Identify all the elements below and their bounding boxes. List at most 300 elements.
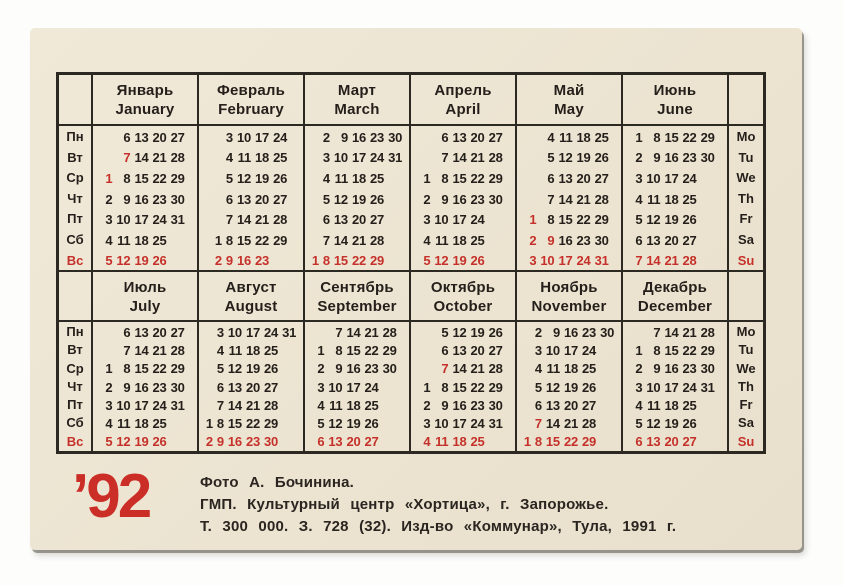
month-header-march bbox=[305, 75, 411, 126]
day-cell: 25 bbox=[470, 434, 485, 450]
day-cell: 24 bbox=[364, 379, 379, 395]
month-name-en: June bbox=[657, 101, 693, 118]
day-cell: 12 bbox=[227, 361, 242, 377]
day-cell: 23 bbox=[152, 191, 167, 207]
day-cell: 13 bbox=[646, 232, 661, 248]
day-cell: 28 bbox=[594, 191, 609, 207]
day-cell: 2 bbox=[534, 324, 542, 340]
day-cell: 2 bbox=[635, 361, 643, 377]
day-cell: 19 bbox=[563, 379, 579, 395]
day-cell bbox=[103, 341, 114, 359]
day-cell: 4 bbox=[322, 170, 330, 186]
day-cell: 11 bbox=[117, 232, 131, 248]
day-cell: 11 bbox=[559, 129, 573, 145]
day-cell: 18 bbox=[576, 129, 591, 145]
day-cell bbox=[381, 433, 399, 451]
weekday-label: Su bbox=[737, 252, 755, 268]
day-cell: 25 bbox=[682, 397, 697, 413]
day-cell: 4 bbox=[635, 397, 643, 413]
day-cell: 20 bbox=[351, 212, 367, 228]
day-cell: 16 bbox=[236, 253, 251, 269]
day-cell: 26 bbox=[264, 361, 279, 377]
month-grid-october bbox=[411, 322, 517, 451]
day-cell: 23 bbox=[582, 324, 597, 340]
day-cell bbox=[421, 127, 432, 148]
day-cell: 14 bbox=[134, 342, 149, 358]
day-cell: 26 bbox=[370, 191, 385, 207]
day-cell: 15 bbox=[134, 170, 149, 186]
day-cell: 18 bbox=[664, 397, 679, 413]
weekday-labels-right bbox=[729, 126, 763, 272]
day-cell: 5 bbox=[534, 379, 542, 395]
imprint-line-3: Т. 300 000. З. 728 (32). Изд-во «Коммунар», Тула, 1991 г. bbox=[200, 518, 677, 535]
day-cell: 30 bbox=[700, 361, 715, 377]
day-cell: 16 bbox=[452, 191, 467, 207]
day-cell: 17 bbox=[351, 150, 367, 166]
month-days-table bbox=[315, 323, 398, 451]
day-cell: 13 bbox=[452, 129, 467, 145]
day-cell: 5 bbox=[441, 324, 449, 340]
weekday-label: Mo bbox=[736, 324, 756, 339]
day-cell: 14 bbox=[346, 324, 361, 340]
day-cell: 20 bbox=[470, 342, 485, 358]
corner-cell bbox=[729, 272, 763, 322]
day-cell bbox=[487, 230, 505, 251]
day-cell: 26 bbox=[364, 416, 379, 432]
day-cell: 14 bbox=[134, 150, 149, 166]
day-cell bbox=[421, 360, 432, 378]
month-name-en: December bbox=[637, 298, 713, 315]
day-cell: 20 bbox=[255, 191, 270, 207]
day-cell: 29 bbox=[382, 342, 397, 358]
day-cell: 11 bbox=[435, 232, 449, 248]
day-cell: 1 bbox=[105, 361, 113, 377]
day-cell: 12 bbox=[452, 324, 467, 340]
day-cell bbox=[699, 433, 717, 451]
day-cell: 1 bbox=[311, 253, 319, 269]
day-cell: 24 bbox=[470, 212, 485, 228]
day-cell: 23 bbox=[682, 361, 697, 377]
day-cell bbox=[598, 414, 616, 432]
month-header-october bbox=[411, 272, 517, 322]
day-cell: 4 bbox=[105, 416, 113, 432]
day-cell: 3 bbox=[534, 342, 542, 358]
day-cell: 14 bbox=[452, 361, 467, 377]
day-cell: 9 bbox=[547, 232, 555, 248]
day-cell: 3 bbox=[105, 212, 113, 228]
day-cell: 2 bbox=[423, 191, 431, 207]
month-name-ru: Апрель bbox=[434, 82, 492, 99]
day-cell: 12 bbox=[646, 212, 661, 228]
day-cell bbox=[386, 168, 404, 189]
month-name-ru: Октябрь bbox=[430, 279, 496, 296]
month-days-table bbox=[421, 127, 504, 271]
day-cell bbox=[280, 433, 298, 451]
month-header-june bbox=[623, 75, 729, 126]
day-cell: 30 bbox=[382, 361, 397, 377]
month-days-table bbox=[421, 323, 504, 451]
day-cell bbox=[280, 414, 298, 432]
day-cell: 11 bbox=[546, 361, 560, 377]
day-cell: 21 bbox=[470, 361, 485, 377]
weekday-label: We bbox=[736, 170, 756, 186]
day-cell: 2 bbox=[635, 150, 643, 166]
day-cell bbox=[213, 148, 224, 169]
day-cell bbox=[213, 168, 224, 189]
day-cell: 29 bbox=[582, 434, 597, 450]
day-cell: 21 bbox=[682, 324, 697, 340]
day-cell: 26 bbox=[582, 379, 597, 395]
day-cell: 15 bbox=[664, 342, 679, 358]
day-cell: 30 bbox=[488, 191, 503, 207]
day-cell: 9 bbox=[123, 379, 131, 395]
day-cell: 18 bbox=[245, 342, 261, 358]
day-cell: 6 bbox=[534, 397, 542, 413]
footer bbox=[72, 462, 677, 538]
day-cell: 8 bbox=[441, 170, 449, 186]
day-cell: 18 bbox=[664, 191, 679, 207]
month-header-december bbox=[623, 272, 729, 322]
day-cell: 31 bbox=[170, 397, 185, 413]
day-cell bbox=[280, 341, 298, 359]
month-name-ru: Ноябрь bbox=[540, 279, 598, 296]
day-cell bbox=[522, 378, 533, 396]
day-cell: 25 bbox=[264, 342, 279, 358]
day-cell bbox=[169, 230, 187, 251]
day-cell: 20 bbox=[576, 170, 591, 186]
month-name-ru: Август bbox=[225, 279, 277, 296]
weekday-labels-left bbox=[59, 126, 93, 272]
day-cell: 25 bbox=[273, 150, 288, 166]
day-cell: 17 bbox=[134, 212, 149, 228]
day-cell: 17 bbox=[563, 342, 579, 358]
day-cell: 19 bbox=[664, 416, 679, 432]
month-header-may bbox=[517, 75, 623, 126]
day-cell: 7 bbox=[441, 361, 449, 377]
day-cell: 16 bbox=[664, 150, 679, 166]
day-cell: 22 bbox=[351, 253, 367, 269]
month-name-en: September bbox=[317, 298, 397, 315]
day-cell: 3 bbox=[216, 324, 224, 340]
day-cell bbox=[204, 360, 215, 378]
day-cell: 10 bbox=[328, 379, 343, 395]
day-cell: 27 bbox=[273, 191, 288, 207]
corner-cell bbox=[59, 75, 93, 126]
day-cell: 22 bbox=[245, 416, 261, 432]
day-cell: 30 bbox=[700, 150, 715, 166]
day-cell: 21 bbox=[245, 397, 261, 413]
day-cell: 18 bbox=[134, 416, 149, 432]
imprint-line-2: ГМП. Культурный центр «Хортица», г. Запорожье. bbox=[200, 496, 609, 513]
day-cell: 15 bbox=[346, 342, 361, 358]
day-cell: 11 bbox=[435, 434, 449, 450]
day-cell: 21 bbox=[255, 212, 270, 228]
day-cell: 14 bbox=[664, 324, 679, 340]
day-cell: 13 bbox=[558, 170, 573, 186]
day-cell: 8 bbox=[216, 416, 224, 432]
day-cell: 28 bbox=[170, 342, 185, 358]
weekday-labels-right bbox=[729, 322, 763, 451]
month-grid-december bbox=[623, 322, 729, 451]
day-cell: 15 bbox=[452, 379, 467, 395]
month-header-february bbox=[199, 75, 305, 126]
day-cell bbox=[527, 127, 538, 148]
day-cell: 10 bbox=[545, 342, 560, 358]
day-cell: 18 bbox=[134, 232, 149, 248]
day-cell: 10 bbox=[236, 129, 251, 145]
day-cell bbox=[598, 360, 616, 378]
month-name-en: October bbox=[433, 298, 493, 315]
day-cell bbox=[487, 251, 505, 272]
day-cell bbox=[633, 323, 644, 341]
day-cell bbox=[103, 127, 114, 148]
day-cell: 13 bbox=[646, 434, 661, 450]
month-days-table bbox=[310, 127, 404, 271]
day-cell: 26 bbox=[682, 212, 697, 228]
day-cell: 23 bbox=[470, 191, 485, 207]
day-cell bbox=[204, 378, 215, 396]
day-cell: 2 bbox=[105, 191, 113, 207]
month-days-table bbox=[213, 127, 289, 271]
month-grid-may bbox=[517, 126, 623, 272]
day-cell bbox=[699, 396, 717, 414]
day-cell: 3 bbox=[105, 397, 113, 413]
day-cell: 30 bbox=[170, 379, 185, 395]
day-cell: 14 bbox=[452, 150, 467, 166]
day-cell: 1 bbox=[423, 170, 431, 186]
day-cell: 29 bbox=[700, 129, 715, 145]
day-cell: 8 bbox=[123, 361, 131, 377]
day-cell bbox=[381, 396, 399, 414]
day-cell bbox=[522, 414, 533, 432]
month-name-en: August bbox=[224, 298, 278, 315]
day-cell bbox=[310, 230, 321, 251]
day-cell: 21 bbox=[351, 232, 367, 248]
day-cell: 27 bbox=[488, 129, 503, 145]
month-grid-september bbox=[305, 322, 411, 451]
day-cell: 19 bbox=[134, 253, 149, 269]
month-name-en: May bbox=[554, 101, 584, 118]
day-cell bbox=[204, 341, 215, 359]
day-cell: 9 bbox=[653, 150, 661, 166]
day-cell: 6 bbox=[216, 379, 224, 395]
weekday-label: Tu bbox=[738, 149, 754, 165]
day-cell: 18 bbox=[563, 361, 579, 377]
day-cell: 20 bbox=[245, 379, 261, 395]
day-cell: 6 bbox=[322, 212, 330, 228]
day-cell: 27 bbox=[364, 434, 379, 450]
day-cell bbox=[699, 209, 717, 230]
day-cell: 29 bbox=[170, 170, 185, 186]
day-cell: 17 bbox=[452, 416, 467, 432]
day-cell: 17 bbox=[558, 253, 573, 269]
day-cell: 11 bbox=[117, 416, 131, 432]
day-cell: 9 bbox=[340, 129, 348, 145]
day-cell: 10 bbox=[116, 212, 131, 228]
day-cell: 12 bbox=[434, 253, 449, 269]
day-cell: 24 bbox=[264, 324, 279, 340]
day-cell bbox=[271, 251, 289, 272]
day-cell: 16 bbox=[134, 379, 149, 395]
day-cell: 3 bbox=[423, 212, 431, 228]
day-cell: 22 bbox=[576, 212, 591, 228]
day-cell: 31 bbox=[594, 253, 609, 269]
day-cell: 31 bbox=[170, 212, 185, 228]
day-cell: 13 bbox=[452, 342, 467, 358]
day-cell: 25 bbox=[594, 129, 609, 145]
day-cell: 19 bbox=[351, 191, 367, 207]
day-cell bbox=[169, 433, 187, 451]
day-cell: 12 bbox=[646, 416, 661, 432]
day-cell: 7 bbox=[635, 253, 643, 269]
day-cell: 12 bbox=[116, 434, 131, 450]
day-cell: 25 bbox=[370, 170, 385, 186]
day-cell: 9 bbox=[441, 191, 449, 207]
day-cell bbox=[598, 433, 616, 451]
day-cell: 25 bbox=[152, 232, 167, 248]
day-cell: 24 bbox=[682, 170, 697, 186]
day-cell: 14 bbox=[558, 191, 573, 207]
day-cell: 5 bbox=[547, 150, 555, 166]
day-cell bbox=[315, 323, 326, 341]
day-cell: 12 bbox=[545, 379, 560, 395]
month-days-table bbox=[204, 323, 298, 451]
day-cell: 16 bbox=[452, 397, 467, 413]
day-cell: 17 bbox=[255, 129, 270, 145]
day-cell: 19 bbox=[255, 170, 270, 186]
day-cell: 8 bbox=[547, 212, 555, 228]
month-grid-march bbox=[305, 126, 411, 272]
weekday-label: Пн bbox=[66, 129, 84, 144]
day-cell bbox=[103, 323, 114, 341]
day-cell: 17 bbox=[346, 379, 361, 395]
day-cell: 15 bbox=[452, 170, 467, 186]
month-grid-april bbox=[411, 126, 517, 272]
day-cell: 6 bbox=[123, 129, 131, 145]
month-grid-june bbox=[623, 126, 729, 272]
day-cell: 10 bbox=[646, 379, 661, 395]
day-cell: 19 bbox=[664, 212, 679, 228]
day-cell: 27 bbox=[370, 212, 385, 228]
day-cell: 5 bbox=[423, 253, 431, 269]
day-cell: 4 bbox=[423, 434, 431, 450]
day-cell: 8 bbox=[322, 253, 330, 269]
day-cell: 7 bbox=[123, 150, 131, 166]
day-cell: 16 bbox=[664, 361, 679, 377]
day-cell: 31 bbox=[488, 416, 503, 432]
day-cell: 17 bbox=[452, 212, 467, 228]
corner-cell bbox=[729, 75, 763, 126]
day-cell bbox=[522, 341, 533, 359]
day-cell: 11 bbox=[334, 170, 348, 186]
day-cell: 8 bbox=[441, 379, 449, 395]
day-cell bbox=[310, 209, 321, 230]
day-cell: 27 bbox=[488, 342, 503, 358]
day-cell: 31 bbox=[700, 379, 715, 395]
weekday-label: We bbox=[736, 360, 756, 376]
day-cell bbox=[386, 230, 404, 251]
day-cell: 28 bbox=[264, 397, 279, 413]
calendar-table bbox=[56, 72, 766, 454]
day-cell: 5 bbox=[635, 416, 643, 432]
day-cell: 24 bbox=[576, 253, 591, 269]
day-cell: 30 bbox=[264, 434, 279, 450]
day-cell: 2 bbox=[529, 232, 537, 248]
day-cell: 26 bbox=[152, 253, 167, 269]
day-cell: 26 bbox=[273, 170, 288, 186]
day-cell: 29 bbox=[594, 212, 609, 228]
day-cell: 14 bbox=[236, 212, 251, 228]
day-cell: 11 bbox=[647, 191, 661, 207]
day-cell bbox=[699, 414, 717, 432]
day-cell: 12 bbox=[328, 416, 343, 432]
month-name-ru: Сентябрь bbox=[320, 279, 394, 296]
month-grid-november bbox=[517, 322, 623, 451]
day-cell bbox=[381, 378, 399, 396]
day-cell: 3 bbox=[423, 416, 431, 432]
day-cell: 8 bbox=[335, 342, 343, 358]
day-cell: 7 bbox=[534, 416, 542, 432]
day-cell: 10 bbox=[116, 397, 131, 413]
weekday-label: Ср bbox=[66, 360, 84, 376]
day-cell: 12 bbox=[116, 253, 131, 269]
day-cell: 24 bbox=[582, 342, 597, 358]
day-cell: 17 bbox=[664, 170, 679, 186]
day-cell: 7 bbox=[335, 324, 343, 340]
day-cell: 29 bbox=[488, 379, 503, 395]
day-cell: 2 bbox=[322, 129, 330, 145]
day-cell: 1 bbox=[205, 416, 213, 432]
day-cell: 2 bbox=[214, 253, 222, 269]
day-cell: 30 bbox=[594, 232, 609, 248]
day-cell: 25 bbox=[470, 232, 485, 248]
day-cell: 11 bbox=[228, 342, 242, 358]
day-cell bbox=[421, 148, 432, 169]
day-cell: 6 bbox=[317, 434, 325, 450]
weekday-label: Th bbox=[738, 190, 754, 206]
day-cell bbox=[310, 148, 321, 169]
day-cell: 9 bbox=[653, 361, 661, 377]
day-cell: 30 bbox=[388, 129, 403, 145]
day-cell bbox=[527, 148, 538, 169]
day-cell: 22 bbox=[364, 342, 379, 358]
month-name-ru: Июль bbox=[123, 279, 167, 296]
day-cell: 28 bbox=[488, 361, 503, 377]
day-cell: 22 bbox=[682, 129, 697, 145]
day-cell: 12 bbox=[558, 150, 573, 166]
month-name-ru: Май bbox=[553, 82, 585, 99]
day-cell bbox=[169, 414, 187, 432]
day-cell: 11 bbox=[329, 397, 343, 413]
day-cell: 4 bbox=[105, 232, 113, 248]
weekday-label: Вс bbox=[66, 252, 84, 268]
day-cell: 23 bbox=[470, 397, 485, 413]
day-cell: 28 bbox=[273, 212, 288, 228]
day-cell: 31 bbox=[282, 324, 297, 340]
day-cell: 24 bbox=[273, 129, 288, 145]
imprint bbox=[200, 472, 676, 538]
day-cell: 15 bbox=[236, 232, 251, 248]
day-cell: 9 bbox=[335, 361, 343, 377]
day-cell: 27 bbox=[682, 232, 697, 248]
day-cell: 18 bbox=[452, 434, 467, 450]
day-cell: 11 bbox=[647, 397, 661, 413]
day-cell: 5 bbox=[635, 212, 643, 228]
day-cell bbox=[169, 251, 187, 272]
day-cell: 17 bbox=[245, 324, 261, 340]
day-cell: 29 bbox=[170, 361, 185, 377]
day-cell: 28 bbox=[700, 324, 715, 340]
